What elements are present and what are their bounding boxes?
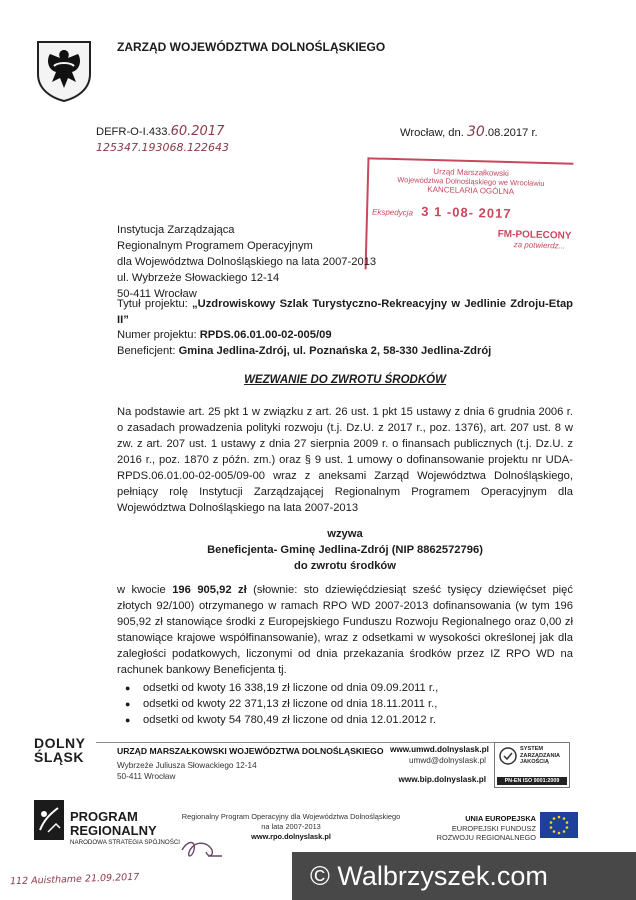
eu-flag-icon (540, 812, 578, 838)
eu-info: UNIA EUROPEJSKA EUROPEJSKI FUNDUSZ ROZWOJU REGIONALNEGO (436, 814, 536, 842)
reference-handwritten: 60.2017 (170, 124, 225, 139)
recipient-address: Instytucja Zarządzająca Regionalnym Programem Operacyjnym dla Województwa Dolnośląskiego na lata 2007-2013 ul. Wybrzeże Słowackiego 12-14 50-411 Wrocław (117, 224, 377, 300)
margin-note: 112 Auisthame 21.09.2017 (9, 871, 140, 888)
program-regionalny-icon (34, 800, 64, 840)
list-item: ● odsetki od kwoty 22 371,13 zł liczone od dnia 18.11.2011 r., (121, 696, 438, 712)
quality-certificate: SYSTEM ZARZĄDZANIA JAKOŚCIĄ PN-EN ISO 9001:2009 (494, 742, 570, 788)
watermark: © Walbrzyszek.com (292, 852, 636, 900)
summons-block: wzywa Beneficjenta- Gminę Jedlina-Zdrój (NIP 8862572796) do zwrotu środków (207, 528, 483, 572)
email-link[interactable]: umwd@dolnyslask.pl (408, 756, 486, 765)
rpo-info: Regionalny Program Operacyjny dla Województwa Dolnośląskiego na lata 2007-2013 www.rpo.dolnyslask.pl (176, 812, 406, 842)
signature-scribble (178, 836, 226, 864)
dolny-slask-logo: DOLNY ŚLĄSK (34, 735, 86, 765)
reference-number: DEFR-O-I.433.60.2017 (96, 124, 225, 139)
website-link[interactable]: www.umwd.dolnyslask.pl (390, 745, 489, 754)
list-item: ● odsetki od kwoty 54 780,49 zł liczone od dnia 12.01.2012 r. (121, 712, 438, 728)
rpo-link[interactable]: www.rpo.dolnyslask.pl (251, 832, 331, 841)
footer-divider (96, 742, 528, 743)
footer-contact (390, 744, 489, 785)
project-beneficiary: Beneficjent: Gmina Jedlina-Zdrój, ul. Poznańska 2, 58-330 Jedlina-Zdrój (117, 345, 492, 357)
document-date: Wrocław, dn. 30.08.2017 r. (400, 124, 538, 140)
reference-handwritten-line2: 125347.193068.122643 (96, 141, 229, 154)
legal-basis-paragraph: Na podstawie art. 25 pkt 1 w związku z art. 26 ust. 1 pkt 15 ustawy z dnia 6 grudnia 2006 r. o zasadach prowadzenia polityki rozwoju (t.j. Dz.U. z 2017 r., poz. 1376), art. 207 ust. 8 w zw. z art. 207 ust. 1 ustawy z dnia 27 sierpnia 2009 r. o finansach publicznych (t.j. Dz.U. z 2016 r., poz. 1870 z późn. zm.) oraz § 9 ust. 1 umowy o dofinansowanie projektu nr UDA-RPDS.06.01.00-02-005/09-00 wraz z aneksami Zarząd Województwa Dolnośląskiego, pełniący rolę Instytucji Zarządzającej Regionalnym Programem Operacyjnym dla Województwa Dolnośląskiego na lata 2007-2013 (117, 406, 573, 514)
document-heading: WEZWANIE DO ZWROTU ŚRODKÓW (244, 374, 446, 386)
bip-link[interactable]: www.bip.dolnyslask.pl (398, 775, 486, 784)
coat-of-arms-icon (36, 40, 92, 102)
project-number: Numer projektu: RPDS.06.01.00-02-005/09 (117, 329, 332, 341)
certificate-icon (499, 747, 517, 765)
project-title: Tytuł projektu: „Uzdrowiskowy Szlak Turystyczno-Rekreacyjny w Jedlinie Zdroju-Etap II” (117, 298, 573, 326)
footer-office: URZĄD MARSZAŁKOWSKI WOJEWÓDZTWA DOLNOŚLĄSKIEGO Wybrzeże Juliusza Słowackiego 12-14 50-411 Wrocław (117, 746, 384, 781)
list-item: ● odsetki od kwoty 16 338,19 zł liczone od dnia 09.09.2011 r., (121, 680, 438, 696)
registry-stamp: Urząd Marszałkowski Województwa Dolnośląskiego we Wrocławiu KANCELARIA OGÓLNA Ekspedycja 3 1 -08- 2017 FM-POLECONY za potwierdz... (365, 157, 574, 274)
program-regionalny-logo: PROGRAM REGIONALNY NARODOWA STRATEGIA SPÓJNOŚCI (70, 809, 181, 846)
amount-paragraph: w kwocie 196 905,92 zł (słownie: sto dziewięćdziesiąt sześć tysięcy dziewięćset pięć złotych 92/100) otrzymanego w ramach RPO WD 2007-2013 dofinansowania (w tym 196 905,92 zł stanowiące środki z Europejskiego Funduszu Rozwoju Regionalnego oraz 0,00 zł stanowiące krajowe współfinansowanie), wraz z odsetkami w wysokości określonej jak dla zaległości podatkowych, liczonymi od dnia przekazania środków przez IZ RPO WD na rachunek bankowy Beneficjenta tj. (117, 584, 573, 676)
interest-list (121, 680, 438, 728)
stamp-date-row: Ekspedycja 3 1 -08- 2017 (371, 203, 512, 222)
header-org: ZARZĄD WOJEWÓDZTWA DOLNOŚLĄSKIEGO (117, 40, 386, 54)
